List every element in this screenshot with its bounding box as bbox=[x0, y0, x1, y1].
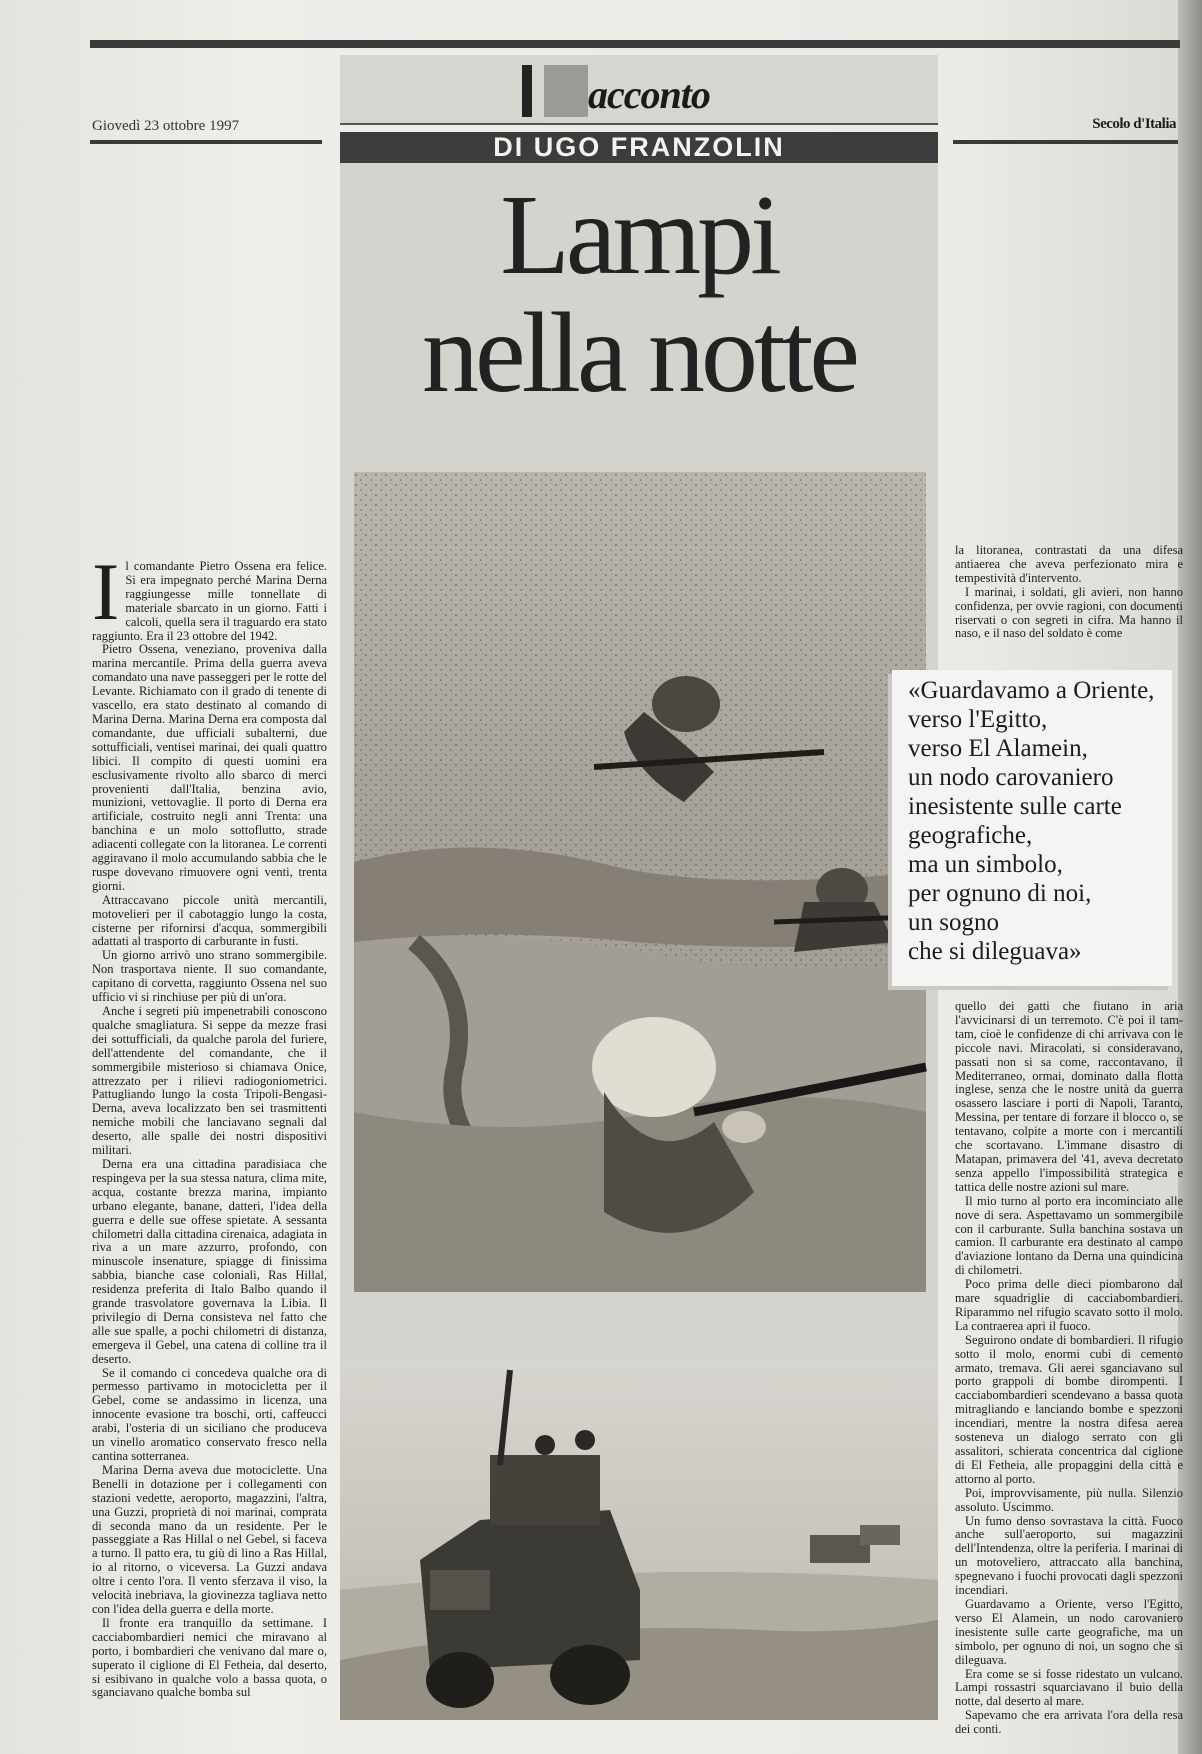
article-column-right-bottom bbox=[955, 999, 1183, 1737]
pull-quote-line: verso El Alamein, bbox=[908, 735, 1088, 762]
article-paragraph: la litoranea, contrastati da una difesa antiaerea che aveva perfezionato mira e tempestività d'intervento. bbox=[955, 543, 1183, 585]
dateline: Giovedì 23 ottobre 1997 bbox=[92, 118, 240, 134]
headline-line-1: Lampi bbox=[500, 171, 778, 298]
article-paragraph: Anche i segreti più impenetrabili conoscono qualche smagliatura. Si seppe da mezze frasi dei sottufficiali, da qualche parola del furiere, dell'attendente del comandante, che il sommergibile misterioso si chiamava Onice, attrezzato per i rilievi radiogoniometrici. Pattugliando lungo la costa Tripoli-Bengasi-Derna, aveva localizzato ben sei trasmittenti nemiche mobili che lanciavano segnali dal deserto, alle spalle dei nostri dispositivi militari. bbox=[92, 1004, 327, 1158]
pull-quote-line: «Guardavamo a Oriente, bbox=[908, 677, 1155, 704]
rubric-label: acconto bbox=[588, 72, 710, 117]
pull-quote-line: inesistente sulle carte bbox=[908, 793, 1122, 820]
section-rubric bbox=[340, 55, 938, 125]
article-column-left bbox=[92, 546, 327, 1715]
article-paragraph: Poi, improvvisamente, più nulla. Silenzio assoluto. Uscimmo. bbox=[955, 1485, 1183, 1514]
pull-quote-line: verso l'Egitto, bbox=[908, 706, 1048, 733]
article-paragraph: Un fumo denso sovrastava la città. Fuoco anche sull'aeroporto, sui magazzini dell'Intendenza, oltre la periferia. I marinai di un motoveliero, attraccato alla banchina, spegnevano i fuochi provocati dagli spezzoni incendiari. bbox=[955, 1513, 1183, 1598]
article-paragraph: I marinai, i soldati, gli avieri, non hanno confidenza, per ovvie ragioni, con documenti riservati o con segreti in cifra. Ma hanno il naso, e il naso del soldato è come bbox=[955, 584, 1183, 641]
pull-quote-line: un sogno bbox=[908, 909, 999, 936]
pull-quote-line: ma un simbolo, bbox=[908, 851, 1063, 878]
rubric-initial-bar bbox=[522, 65, 532, 117]
pull-quote-line: per ognuno di noi, bbox=[908, 880, 1092, 907]
article-paragraph: Poco prima delle dieci piombarono dal mare squadriglie di cacciabombardieri. Riparammo nel rifugio scavato sotto il molo. La contraerea aprì il fuoco. bbox=[955, 1277, 1183, 1333]
article-paragraph: Attraccavano piccole unità mercantili, motovelieri per il cabotaggio lungo la costa, cisterne per rifornirsi d'acqua, sommergibili adattati al trasporto di carburante in fusti. bbox=[92, 892, 327, 949]
article-paragraph: Un giorno arrivò uno strano sommergibile. Non trasportava niente. Il suo comandante, capitano di corvetta, raggiunto Ossena nel suo ufficio vi si rinchiuse per più di un'ora. bbox=[92, 948, 327, 1005]
article-paragraph: Sapevamo che era arrivata l'ora della resa dei conti. bbox=[955, 1708, 1183, 1737]
pull-quote bbox=[892, 670, 1172, 986]
article-paragraph: Marina Derna aveva due motociclette. Una Benelli in dotazione per i collegamenti con stazioni vedette, aeroporto, magazzini, l'altra, una Guzzi, proprietà di noi marinai, comprata di seconda mano da un residente. Per le passeggiate a Ras Hillal o nel Gebel, si faceva a turno. Il patto era, tu giù di lino a Ras Hillal, io al ritorno, o viceversa. La Guzzi andava oltre i cento l'ora. Il vento sferzava il viso, la velocità inebriava, la giovinezza tagliava netto con l'idea della guerra e della morte. bbox=[92, 1462, 327, 1616]
lead-text: l comandante Pietro Ossena era felice. Si era impegnato perché Marina Derna raggiungesse mille tonnellate di materiale sbarcato in un giorno. Fatti i calcoli, quella sera il traguardo era stato raggiunto. Era il 23 ottobre del 1942. bbox=[92, 559, 327, 643]
article-column-right-top bbox=[955, 544, 1183, 654]
article-paragraph: Se il comando ci concedeva qualche ora di permesso partivamo in motocicletta per il Gebel, come se andassimo in licenza, una innocente evasione tra boschi, orti, caffeucci arabi, l'osteria di un siciliano che produceva un vinello aromatico conservato fresco nella cantina sotterranea. bbox=[92, 1365, 327, 1463]
rubric-r-block bbox=[544, 65, 588, 117]
article-paragraph: Il mio turno al porto era incominciato alle nove di sera. Aspettavamo un sommergibile con il carburante. Sulla banchina sostava un camion. Il carburante era destinato al campo d'aviazione lontano da Derna una quindicina di chilometri. bbox=[955, 1193, 1183, 1278]
article-paragraph: Era come se si fosse ridestato un vulcano. Lampi rossastri squarciavano il buio della notte, dal deserto al mare. bbox=[955, 1666, 1183, 1709]
byline: DI UGO FRANZOLIN bbox=[340, 132, 938, 163]
header-rule-left bbox=[90, 140, 322, 144]
newspaper-name: Secolo d'Italia bbox=[1092, 116, 1176, 132]
article-paragraph: Il fronte era tranquillo da settimane. I cacciabombardieri nemici che miravano al porto, i bombardieri che venivano dal mare o, superato il ciglione di El Fetheia, dal deserto, si esibivano in qualche volo a bassa quota, o sganciavano qualche bomba sul bbox=[92, 1615, 327, 1700]
pull-quote-line: che si dileguava» bbox=[908, 938, 1082, 965]
article-paragraph: Seguirono ondate di bombardieri. Il rifugio sotto il molo, enormi cubi di cemento armato, tremava. Gli aerei sganciavano sul porto grappoli di bombe dirompenti. I cacciabombardieri scendevano a bassa quota mitragliando e lanciando bombe e spezzoni incendiari, mentre la nostra difesa aerea sosteneva un dialogo serrato con gli assalitori, schierata concentrica dal ciglione di El Fetheia, alle propaggini della città e attorno al porto. bbox=[955, 1332, 1183, 1486]
headline bbox=[340, 171, 938, 416]
pull-quote-line: geografiche, bbox=[908, 822, 1033, 849]
article-paragraph bbox=[92, 546, 327, 643]
header-rule-right bbox=[953, 140, 1178, 144]
article-paragraph: Derna era una cittadina paradisiaca che respingeva per la sua stessa natura, clima mite, acqua, costante brezza marina, impianto urbano elegante, banane, datteri, l'idea della guerra e delle sue offese spietate. A sessanta chilometri dalla cittadina cirenaica, adagiata in riva a un mare azzurro, profondo, con minuscole insenature, spiagge di finissima sabbia, bianche case coloniali, Ras Hillal, residenza preferita di Italo Balbo quando il grande trasvolatore governava la Libia. Il privilegio di Derna consisteva nel fatto che alle sue spalle, a pochi chilometri di distanza, emergeva il Gebel, una catena di colline tra il deserto. bbox=[92, 1156, 327, 1366]
drop-cap: I bbox=[92, 546, 120, 637]
article-paragraph: quello dei gatti che fiutano in aria l'avvicinarsi di un terremoto. C'è poi il tam-tam, cioè le confidenze di chi arrivava con le piccole navi. Miracolati, si consideravano, passati non si sa come, raccontavano, il Mediterraneo, ormai, dominato dalla flotta inglese, senza che le nostre unità da guerra osassero lasciare i porti di Napoli, Taranto, Messina, per tentare di forzare il blocco o, se tentavano, colpite a morte con i mercantili che scortavano. L'immane disastro di Matapan, primavera del '41, aveva decretato senza appello l'impossibilità strategica e tattica delle nostre azioni sul mare. bbox=[955, 999, 1183, 1194]
photo-desert-trench-soldiers bbox=[354, 472, 926, 1292]
pull-quote-line: un nodo carovaniero bbox=[908, 764, 1114, 791]
top-rule bbox=[90, 40, 1180, 48]
article-paragraph: Guardavamo a Oriente, verso l'Egitto, verso El Alamein, un nodo carovaniero inesistente sulle carte geografiche, ma un simbolo, per ognuno di noi, un sogno che si dileguava. bbox=[955, 1596, 1183, 1667]
headline-line-2: nella notte bbox=[422, 289, 856, 416]
photo-halftrack-convoy bbox=[340, 1360, 938, 1720]
article-paragraph: Pietro Ossena, veneziano, proveniva dalla marina mercantile. Prima della guerra aveva comandato una nave passeggeri per le rotte del Levante. Richiamato con il grado di tenente di vascello, era stato destinato al comando di Marina Derna. Marina Derna era composta dal comandante, due ufficiali subalterni, due sottufficiali, ventisei marinai, dei quali quattro libici. Il compito di questi uomini era esclusivamente rivolto allo sbarco di merci provenienti dall'Italia, benzina avio, munizioni, vettovaglie. Il porto di Derna era artificiale, costruito negli anni Trenta: una banchina e un molo sottoflutto, strade adiacenti collegate con la litoranea. Le correnti aggiravano il molo accumulando sabbia che le ruspe dovevano rimuovere ogni venti, trenta giorni. bbox=[92, 642, 327, 893]
